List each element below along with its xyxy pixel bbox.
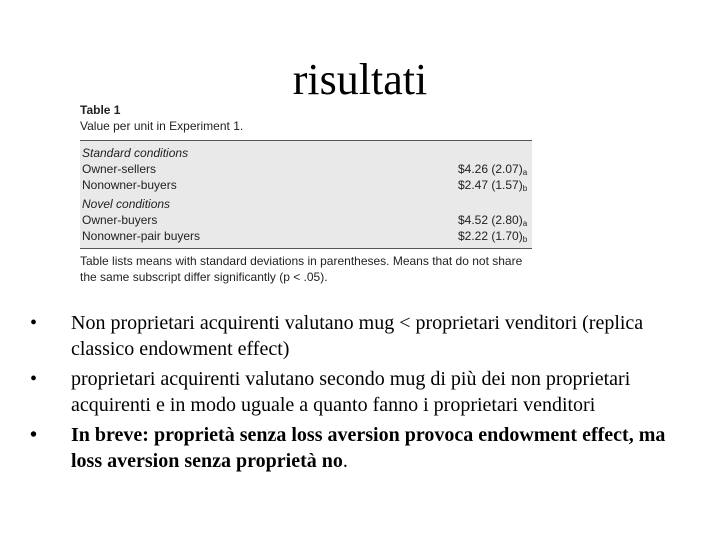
group-heading-standard: Standard conditions: [82, 146, 189, 160]
bullet-text: proprietari acquirenti valutano secondo mug di più dei non proprietari acquirenti e in modo uguale a quanto fanno i proprietari venditori: [71, 368, 631, 416]
row-value: $2.47 $(1.57)_b$: [458, 178, 528, 193]
results-table-figure: [80, 103, 532, 285]
group-heading-novel: Novel conditions: [82, 197, 171, 211]
bullet-text-period: .: [342, 450, 348, 472]
row-label: Owner-buyers: [82, 213, 158, 227]
row-value: $4.26 $(2.07)_a$: [458, 162, 528, 177]
row-value: $2.22 $(1.70)_b$: [458, 229, 528, 244]
significance-subscript: a: [522, 219, 528, 228]
slide-title-text: risultati: [292, 55, 428, 104]
table-note-line: the same subscript differ significantly (p < .05).: [80, 270, 328, 284]
significance-subscript: b: [522, 235, 528, 244]
bullet-item: [30, 310, 690, 362]
bullet-text: Non proprietari acquirenti valutano mug < proprietari venditori (replica classico endowment effect): [71, 312, 644, 360]
row-label: Nonowner-buyers: [82, 178, 177, 192]
table-group-heading: [82, 196, 530, 212]
significance-subscript: b: [522, 184, 528, 193]
row-label: Owner-sellers: [82, 162, 157, 176]
table-note-line: Table lists means with standard deviations in parentheses. Means that do not share: [80, 254, 523, 268]
table-row: [82, 161, 530, 177]
table-note: [80, 253, 532, 285]
bullet-marker: •: [30, 312, 38, 334]
row-label: Nonowner-pair buyers: [82, 229, 201, 243]
bullet-marker: •: [30, 424, 38, 446]
bullet-marker: •: [30, 368, 38, 390]
row-value: $4.52 $(2.80)_a$: [458, 213, 528, 228]
bullet-item: [30, 366, 690, 418]
slide-title: [0, 52, 720, 108]
bullet-list: [30, 310, 690, 478]
significance-subscript: a: [522, 168, 528, 177]
table-caption-number: Table 1: [80, 103, 121, 117]
table-row: [82, 177, 530, 193]
results-table: [80, 140, 532, 249]
table-group-heading: [82, 145, 530, 161]
bullet-text: In breve: proprietà senza loss aversion provoca endowment effect, ma loss aversion senza proprietà no: [71, 424, 666, 472]
table-caption-text: Value per unit in Experiment 1.: [80, 119, 244, 133]
bullet-item-summary: [30, 422, 690, 474]
table-row: [82, 228, 530, 244]
table-row: [82, 212, 530, 228]
